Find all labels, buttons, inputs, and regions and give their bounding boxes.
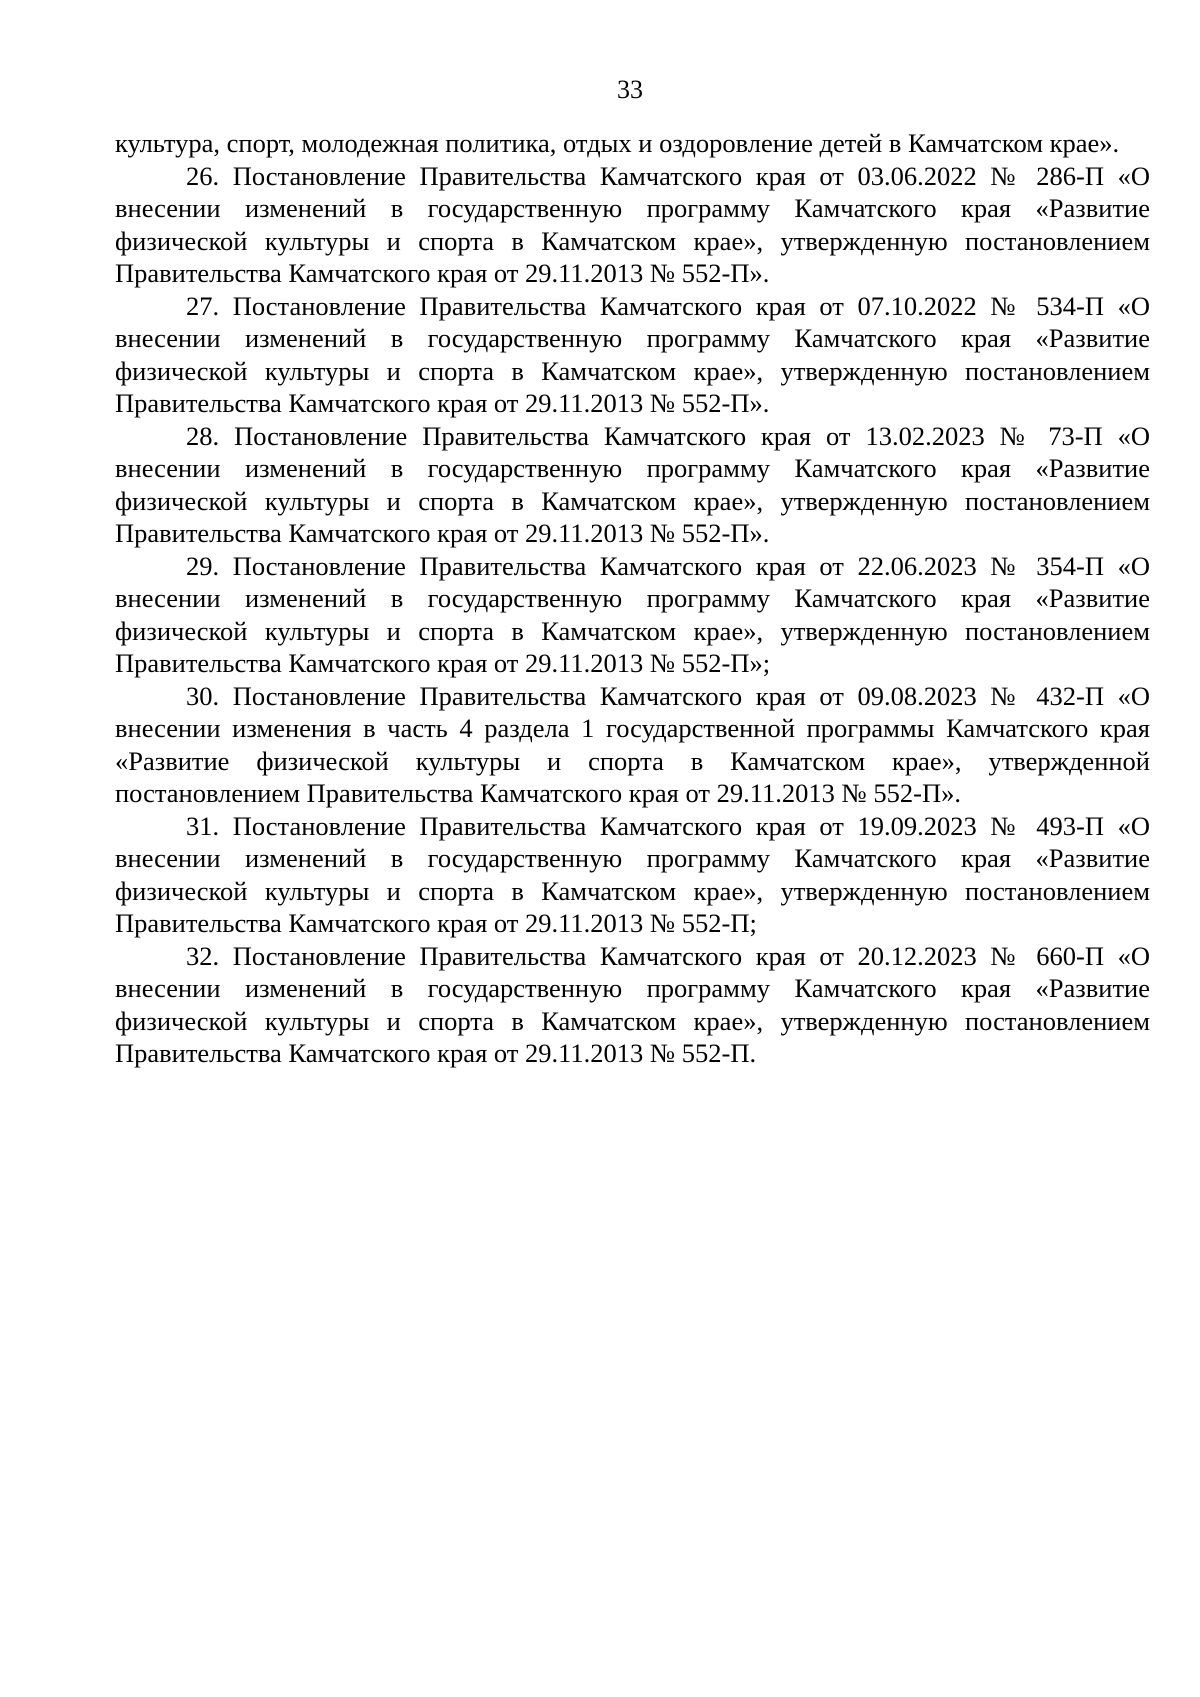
list-item-31: 31. Постановление Правительства Камчатского края от 19.09.2023 № 493-П «О внесении изменений в государственную программу Камчатского края «Развитие физической культуры и спорта в Камчатском крае», утвержденную постановлением Правительства Камчатского края от 29.11.2013 № 552-П;	[115, 810, 1150, 938]
continuation-paragraph: культура, спорт, молодежная политика, отдых и оздоровление детей в Камчатском крае».	[115, 128, 1120, 158]
document-body	[115, 127, 1150, 1070]
list-item-32: 32. Постановление Правительства Камчатского края от 20.12.2023 № 660-П «О внесении изменений в государственную программу Камчатского края «Развитие физической культуры и спорта в Камчатском крае», утвержденную постановлением Правительства Камчатского края от 29.11.2013 № 552-П.	[115, 940, 1150, 1068]
list-item-26: 26. Постановление Правительства Камчатского края от 03.06.2022 № 286-П «О внесении изменений в государственную программу Камчатского края «Развитие физической культуры и спорта в Камчатском крае», утвержденную постановлением Правительства Камчатского края от 29.11.2013 № 552-П».	[115, 160, 1150, 288]
list-item-30: 30. Постановление Правительства Камчатского края от 09.08.2023 № 432-П «О внесении изменения в часть 4 раздела 1 государственной программы Камчатского края «Развитие физической культуры и спорта в Камчатском крае», утвержденной постановлением Правительства Камчатского края от 29.11.2013 № 552-П».	[115, 680, 1150, 808]
list-item-28: 28. Постановление Правительства Камчатского края от 13.02.2023 № 73-П «О внесении изменений в государственную программу Камчатского края «Развитие физической культуры и спорта в Камчатском крае», утвержденную постановлением Правительства Камчатского края от 29.11.2013 № 552-П».	[115, 420, 1150, 548]
page-number: 33	[617, 75, 643, 104]
list-item-27: 27. Постановление Правительства Камчатского края от 07.10.2022 № 534-П «О внесении изменений в государственную программу Камчатского края «Развитие физической культуры и спорта в Камчатском крае», утвержденную постановлением Правительства Камчатского края от 29.11.2013 № 552-П».	[115, 290, 1150, 418]
list-item-29: 29. Постановление Правительства Камчатского края от 22.06.2023 № 354-П «О внесении изменений в государственную программу Камчатского края «Развитие физической культуры и спорта в Камчатском крае», утвержденную постановлением Правительства Камчатского края от 29.11.2013 № 552-П»;	[115, 550, 1150, 678]
